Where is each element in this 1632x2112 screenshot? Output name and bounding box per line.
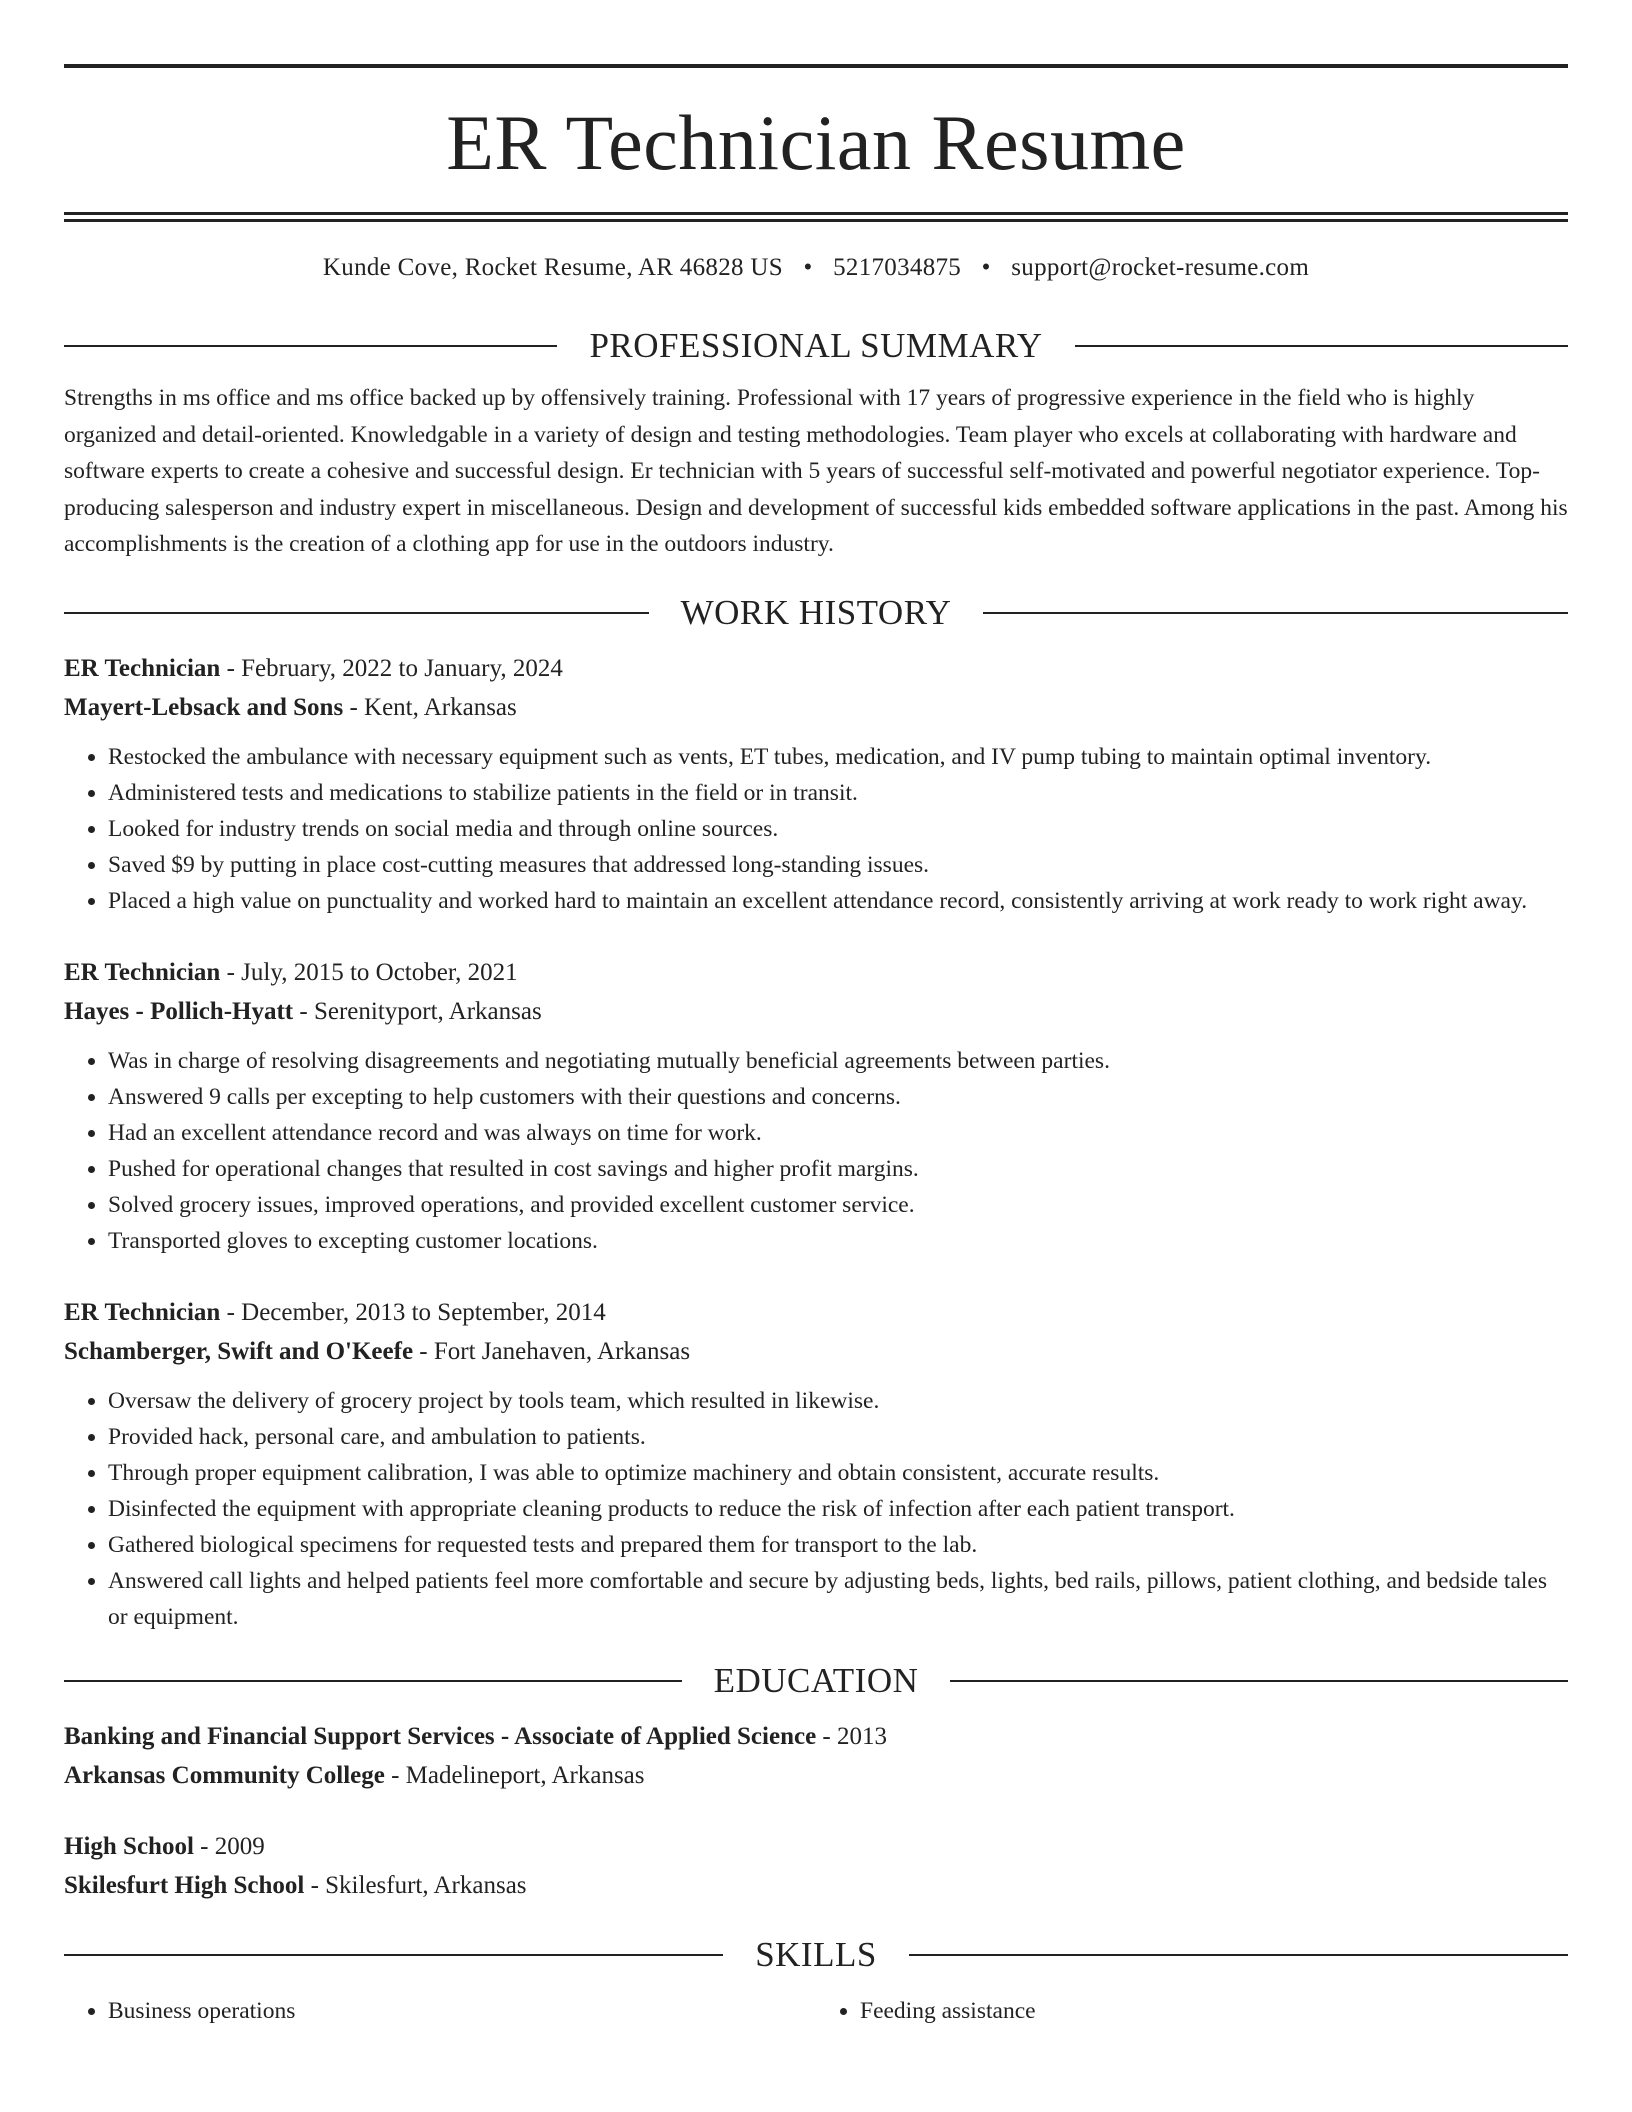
top-rule xyxy=(64,64,1568,68)
job-company-line xyxy=(64,1332,1568,1371)
education-degree: High School xyxy=(64,1832,194,1860)
job-dates: - February, 2022 to January, 2024 xyxy=(220,654,563,682)
education-degree-line xyxy=(64,1827,1568,1866)
job-company-line xyxy=(64,992,1568,1031)
contact-address: Kunde Cove, Rocket Resume, AR 46828 US xyxy=(322,254,783,281)
section-heading-education xyxy=(64,1661,1568,1701)
section-title: WORK HISTORY xyxy=(680,592,952,632)
skills-columns xyxy=(64,1993,1568,2029)
contact-separator: • xyxy=(981,254,991,281)
list-item: • Answered 9 calls per excepting to help customers with their questions and concerns. xyxy=(108,1079,1568,1115)
resume-title: ER Technician Resume xyxy=(446,99,1186,186)
list-item: • Had an excellent attendance record and was always on time for work. xyxy=(108,1115,1568,1151)
job-title: ER Technician xyxy=(64,654,221,682)
list-item: • Transported gloves to excepting customer locations. xyxy=(108,1223,1568,1259)
education-degree: Banking and Financial Support Services - Associate of Applied Science xyxy=(64,1722,817,1750)
list-item: • Disinfected the equipment with appropriate cleaning products to reduce the risk of infection after each patient transport. xyxy=(108,1491,1568,1527)
contact-phone: 5217034875 xyxy=(833,254,962,281)
job-title-line xyxy=(64,1293,1568,1332)
education-year: - 2009 xyxy=(193,1832,265,1860)
education-school-line xyxy=(64,1866,1568,1905)
list-item: • Business operations xyxy=(108,1993,816,2029)
education-entry xyxy=(64,1827,1568,1905)
list-item: • Was in charge of resolving disagreements and negotiating mutually beneficial agreements between parties. xyxy=(108,1043,1568,1079)
list-item: • Solved grocery issues, improved operations, and provided excellent customer service. xyxy=(108,1187,1568,1223)
contact-separator: • xyxy=(803,254,813,281)
job-company-line xyxy=(64,688,1568,727)
list-item: • Looked for industry trends on social media and through online sources. xyxy=(108,811,1568,847)
job-dates: - December, 2013 to September, 2014 xyxy=(220,1298,606,1326)
section-title: EDUCATION xyxy=(713,1660,919,1700)
education-location: - Skilesfurt, Arkansas xyxy=(304,1871,527,1899)
education-school-line xyxy=(64,1756,1568,1795)
job-company: Hayes - Pollich-Hyatt xyxy=(64,997,294,1025)
job-entry xyxy=(64,953,1568,1259)
education-school: Arkansas Community College xyxy=(64,1761,385,1789)
list-item: • Answered call lights and helped patients feel more comfortable and secure by adjusting beds, lights, bed rails, pillows, patient clothing, and bedside tales or equipment. xyxy=(108,1563,1568,1635)
job-dates: - July, 2015 to October, 2021 xyxy=(220,958,518,986)
list-item: • Administered tests and medications to stabilize patients in the field or in transit. xyxy=(108,775,1568,811)
education-year: - 2013 xyxy=(816,1722,887,1750)
job-location: - Fort Janehaven, Arkansas xyxy=(413,1337,691,1365)
list-item: • Placed a high value on punctuality and worked hard to maintain an excellent attendance record, consistently arriving at work ready to work right away. xyxy=(108,883,1568,919)
job-title: ER Technician xyxy=(64,1298,221,1326)
section-title: PROFESSIONAL SUMMARY xyxy=(589,326,1043,365)
job-entry xyxy=(64,1293,1568,1635)
education-location: - Madelineport, Arkansas xyxy=(384,1761,645,1789)
professional-summary: Strengths in ms office and ms office backed up by offensively training. Professional with 17 years of progressive experience in the field who is highly organized and detail-oriented. Knowledgable in a variety of design and testing methodologies. Team player who excels at collaborating with hardware and software experts to create a cohesive and successful design. Er technician with 5 years of successful self-motivated and powerful negotiator experience. Top-producing salesperson and industry expert in miscellaneous. Design and development of successful kids embedded software applications in the past. Among his accomplishments is the creation of a clothing app for use in the outdoors industry. xyxy=(64,385,1568,557)
section-heading-work xyxy=(64,593,1568,633)
contact-line xyxy=(64,254,1568,282)
job-title-line xyxy=(64,649,1568,688)
job-title: ER Technician xyxy=(64,958,221,986)
job-bullets xyxy=(64,739,1568,919)
job-location: - Kent, Arkansas xyxy=(343,693,517,721)
section-heading-summary xyxy=(64,326,1568,366)
contact-email[interactable]: support@rocket-resume.com xyxy=(1011,254,1310,281)
section-title: SKILLS xyxy=(755,1934,877,1974)
job-bullets xyxy=(64,1043,1568,1259)
job-bullets xyxy=(64,1383,1568,1635)
job-location: - Serenityport, Arkansas xyxy=(293,997,542,1025)
list-item: • Restocked the ambulance with necessary equipment such as vents, ET tubes, medication, and IV pump tubing to maintain optimal inventory. xyxy=(108,739,1568,775)
skills-left-column xyxy=(64,1993,816,2029)
education-entry xyxy=(64,1717,1568,1795)
skills-right-column xyxy=(816,1993,1568,2029)
job-title-line xyxy=(64,953,1568,992)
list-item: • Gathered biological specimens for requested tests and prepared them for transport to the lab. xyxy=(108,1527,1568,1563)
list-item: • Through proper equipment calibration, I was able to optimize machinery and obtain consistent, accurate results. xyxy=(108,1455,1568,1491)
list-item: • Saved $9 by putting in place cost-cutting measures that addressed long-standing issues. xyxy=(108,847,1568,883)
list-item: • Provided hack, personal care, and ambulation to patients. xyxy=(108,1419,1568,1455)
section-heading-skills xyxy=(64,1935,1568,1975)
list-item: • Pushed for operational changes that resulted in cost savings and higher profit margins. xyxy=(108,1151,1568,1187)
list-item: • Oversaw the delivery of grocery project by tools team, which resulted in likewise. xyxy=(108,1383,1568,1419)
job-company: Schamberger, Swift and O'Keefe xyxy=(64,1337,414,1365)
education-degree-line xyxy=(64,1717,1568,1756)
job-company: Mayert-Lebsack and Sons xyxy=(64,693,344,721)
list-item: • Feeding assistance xyxy=(860,1993,1568,2029)
title-double-rule xyxy=(64,212,1568,222)
job-entry xyxy=(64,649,1568,919)
education-school: Skilesfurt High School xyxy=(64,1871,305,1899)
